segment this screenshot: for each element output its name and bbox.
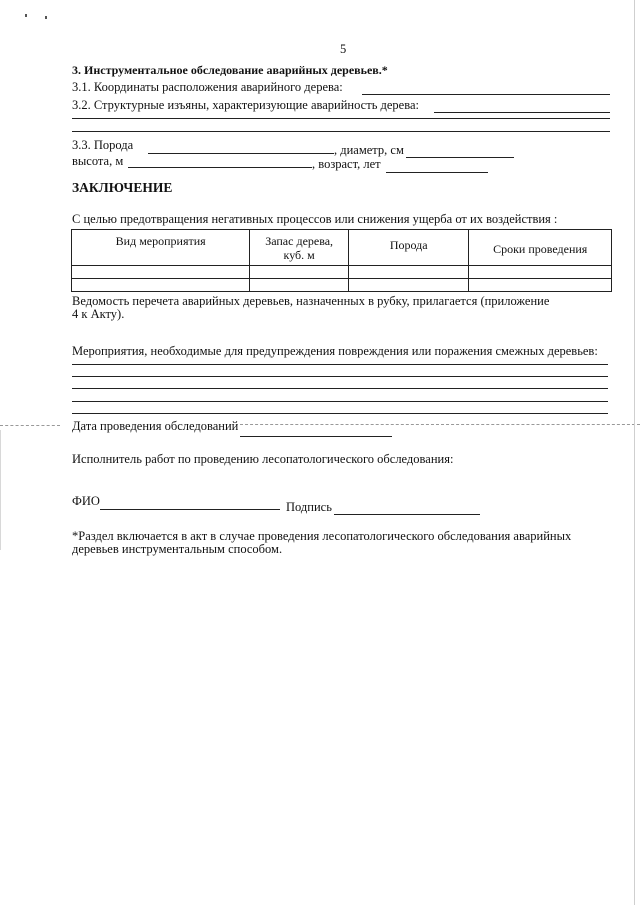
footnote-line2: деревьев инструментальным способом. xyxy=(72,542,283,556)
page-number: 5 xyxy=(340,42,347,56)
column-header-stock-line2: куб. м xyxy=(283,248,315,262)
signature-field xyxy=(334,514,480,515)
age-label: , возраст, лет xyxy=(312,157,381,171)
table-row xyxy=(72,279,612,292)
vedomost-line2: 4 к Акту). xyxy=(72,307,125,321)
diameter-label: , диаметр, см xyxy=(334,143,404,157)
height-label: высота, м xyxy=(72,154,124,168)
defects-field-line2 xyxy=(72,118,610,119)
measures-line xyxy=(72,376,608,377)
scan-mark xyxy=(45,16,47,19)
item-3-3-label: 3.3. Порода xyxy=(72,138,134,152)
conclusion-intro: С целью предотвращения негативных процессов или снижения ущерба от их воздействия : xyxy=(72,212,558,226)
column-header-dates: Сроки проведения xyxy=(469,230,612,266)
measures-line xyxy=(72,388,608,389)
executor-label: Исполнитель работ по проведению лесопатологического обследования: xyxy=(72,452,454,466)
section-3-heading: 3. Инструментальное обследование аварийных деревьев.* xyxy=(72,63,388,77)
measures-label: Мероприятия, необходимые для предупреждения повреждения или поражения смежных деревьев: xyxy=(72,344,598,358)
item-3-2: 3.2. Структурные изъяны, характеризующие аварийность дерева: xyxy=(72,98,419,112)
height-field xyxy=(128,167,312,168)
scan-edge xyxy=(634,0,635,905)
survey-date-field xyxy=(240,436,392,437)
column-header-stock-line1: Запас дерева, xyxy=(265,234,334,248)
defects-field-line3 xyxy=(72,131,610,132)
measures-table xyxy=(71,229,612,292)
vedomost-line1: Ведомость перечета аварийных деревьев, назначенных в рубку, прилагается (приложение xyxy=(72,294,550,308)
measures-line xyxy=(72,413,608,414)
age-field xyxy=(386,172,488,173)
fio-label: ФИО xyxy=(72,494,100,508)
fio-field xyxy=(100,509,280,510)
table-header-row xyxy=(72,230,612,266)
item-3-1: 3.1. Координаты расположения аварийного дерева: xyxy=(72,80,343,94)
footnote-line1: *Раздел включается в акт в случае проведения лесопатологического обследования аварийных xyxy=(72,529,572,543)
species-field xyxy=(148,153,334,154)
column-header-species: Порода xyxy=(348,230,469,266)
survey-date-label: Дата проведения обследований xyxy=(72,419,239,433)
signature-label: Подпись xyxy=(286,500,332,514)
conclusion-heading: ЗАКЛЮЧЕНИЕ xyxy=(72,180,173,195)
column-header-stock xyxy=(250,230,349,266)
coordinates-field xyxy=(362,94,610,95)
diameter-field xyxy=(406,157,514,158)
scan-dashed-rule xyxy=(240,424,640,425)
column-header-measure: Вид мероприятия xyxy=(72,230,250,266)
measures-line xyxy=(72,364,608,365)
scan-dashed-rule xyxy=(0,425,60,426)
defects-field xyxy=(434,112,610,113)
scan-mark xyxy=(25,14,27,17)
scan-edge xyxy=(0,430,1,550)
table-row xyxy=(72,266,612,279)
measures-line xyxy=(72,401,608,402)
